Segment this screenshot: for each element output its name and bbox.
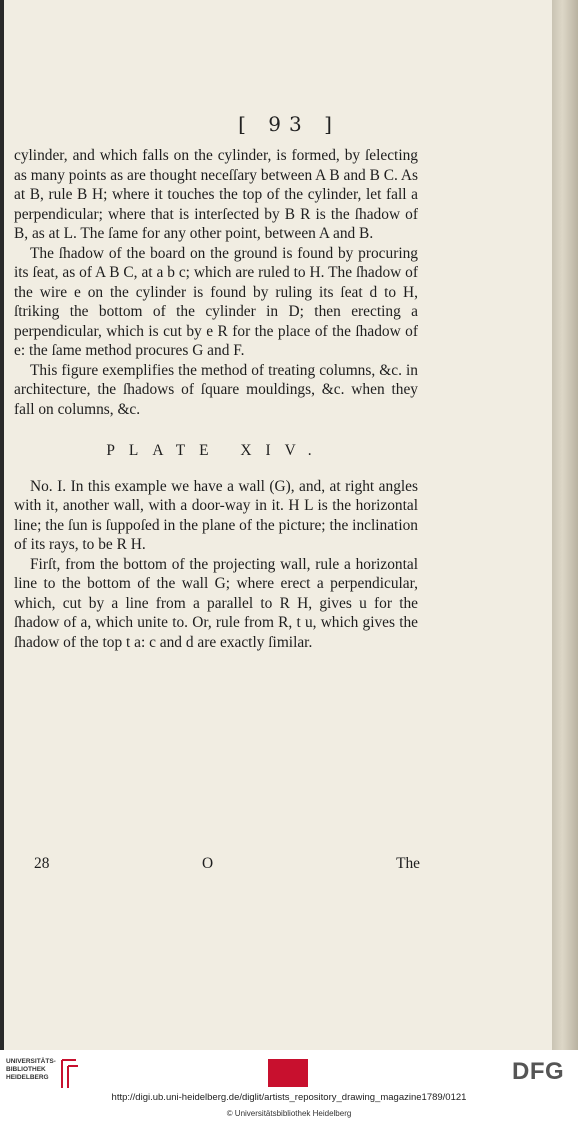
paragraph-2: The ſhadow of the board on the ground is found by procuring its ſeat, as of A B C, at a b c; which are ruled to H. The ſhadow of the wire e on the cylinder is found by ruling its ſeat d to H, ſtriking the bottom of the cylinder in D; then erecting a perpendicular, which is cut by e R for the place of the ſhadow of e: the ſame method procures G and F.	[14, 244, 418, 359]
paragraph-3: This figure exemplifies the method of treating columns, &c. in architecture, the ſhadows of ſquare mouldings, &c. when they fall on columns, &c.	[14, 361, 418, 418]
library-logo-icon	[58, 1058, 82, 1090]
permalink[interactable]: http://digi.ub.uni-heidelberg.de/diglit/artists_repository_drawing_magazine1789/0121	[111, 1092, 467, 1103]
catchword: The	[396, 855, 420, 872]
paragraph-5: Firſt, from the bottom of the projecting wall, rule a horizontal line to the bottom of the wall G; where erect a perpendicular, which, cut by a line from a parallel to R H, gives u for the ſhadow of a, which unite to. Or, rule from R, t u, which gives the ſhadow of the top t a: c and d are exactly ſimilar.	[14, 555, 418, 651]
running-head: [ 93 ]	[238, 112, 340, 136]
copyright: © Universitätsbibliothek Heidelberg	[226, 1109, 352, 1118]
plate-heading: PLATE XIV.	[106, 442, 326, 459]
library-name: UNIVERSITÄTS- BIBLIOTHEK HEIDELBERG	[6, 1058, 56, 1081]
page-body	[14, 146, 418, 652]
funder-logo: DFG	[512, 1058, 565, 1085]
signature-symbol: O	[202, 855, 214, 872]
paragraph-4: No. I. In this example we have a wall (G), and, at right angles with it, another wall, with a door-way in it. H L is the horizontal line; the ſun is ſuppoſed in the plane of the picture; the inclination of its rays, to be R H.	[14, 477, 418, 553]
page-edge	[552, 0, 578, 1050]
heidelberg-seal-icon	[268, 1059, 308, 1087]
signature-mark: 28	[34, 855, 50, 872]
paragraph-1: cylinder, and which falls on the cylinder, is formed, by ſelecting as many points as are thought neceſſary between A B and B C. As at B, rule B H; where it touches the top of the cylinder, let fall a perpendicular; where that is interſected by B R is the ſhadow of B, as at L. The ſame for any other point, between A and B.	[14, 147, 418, 242]
